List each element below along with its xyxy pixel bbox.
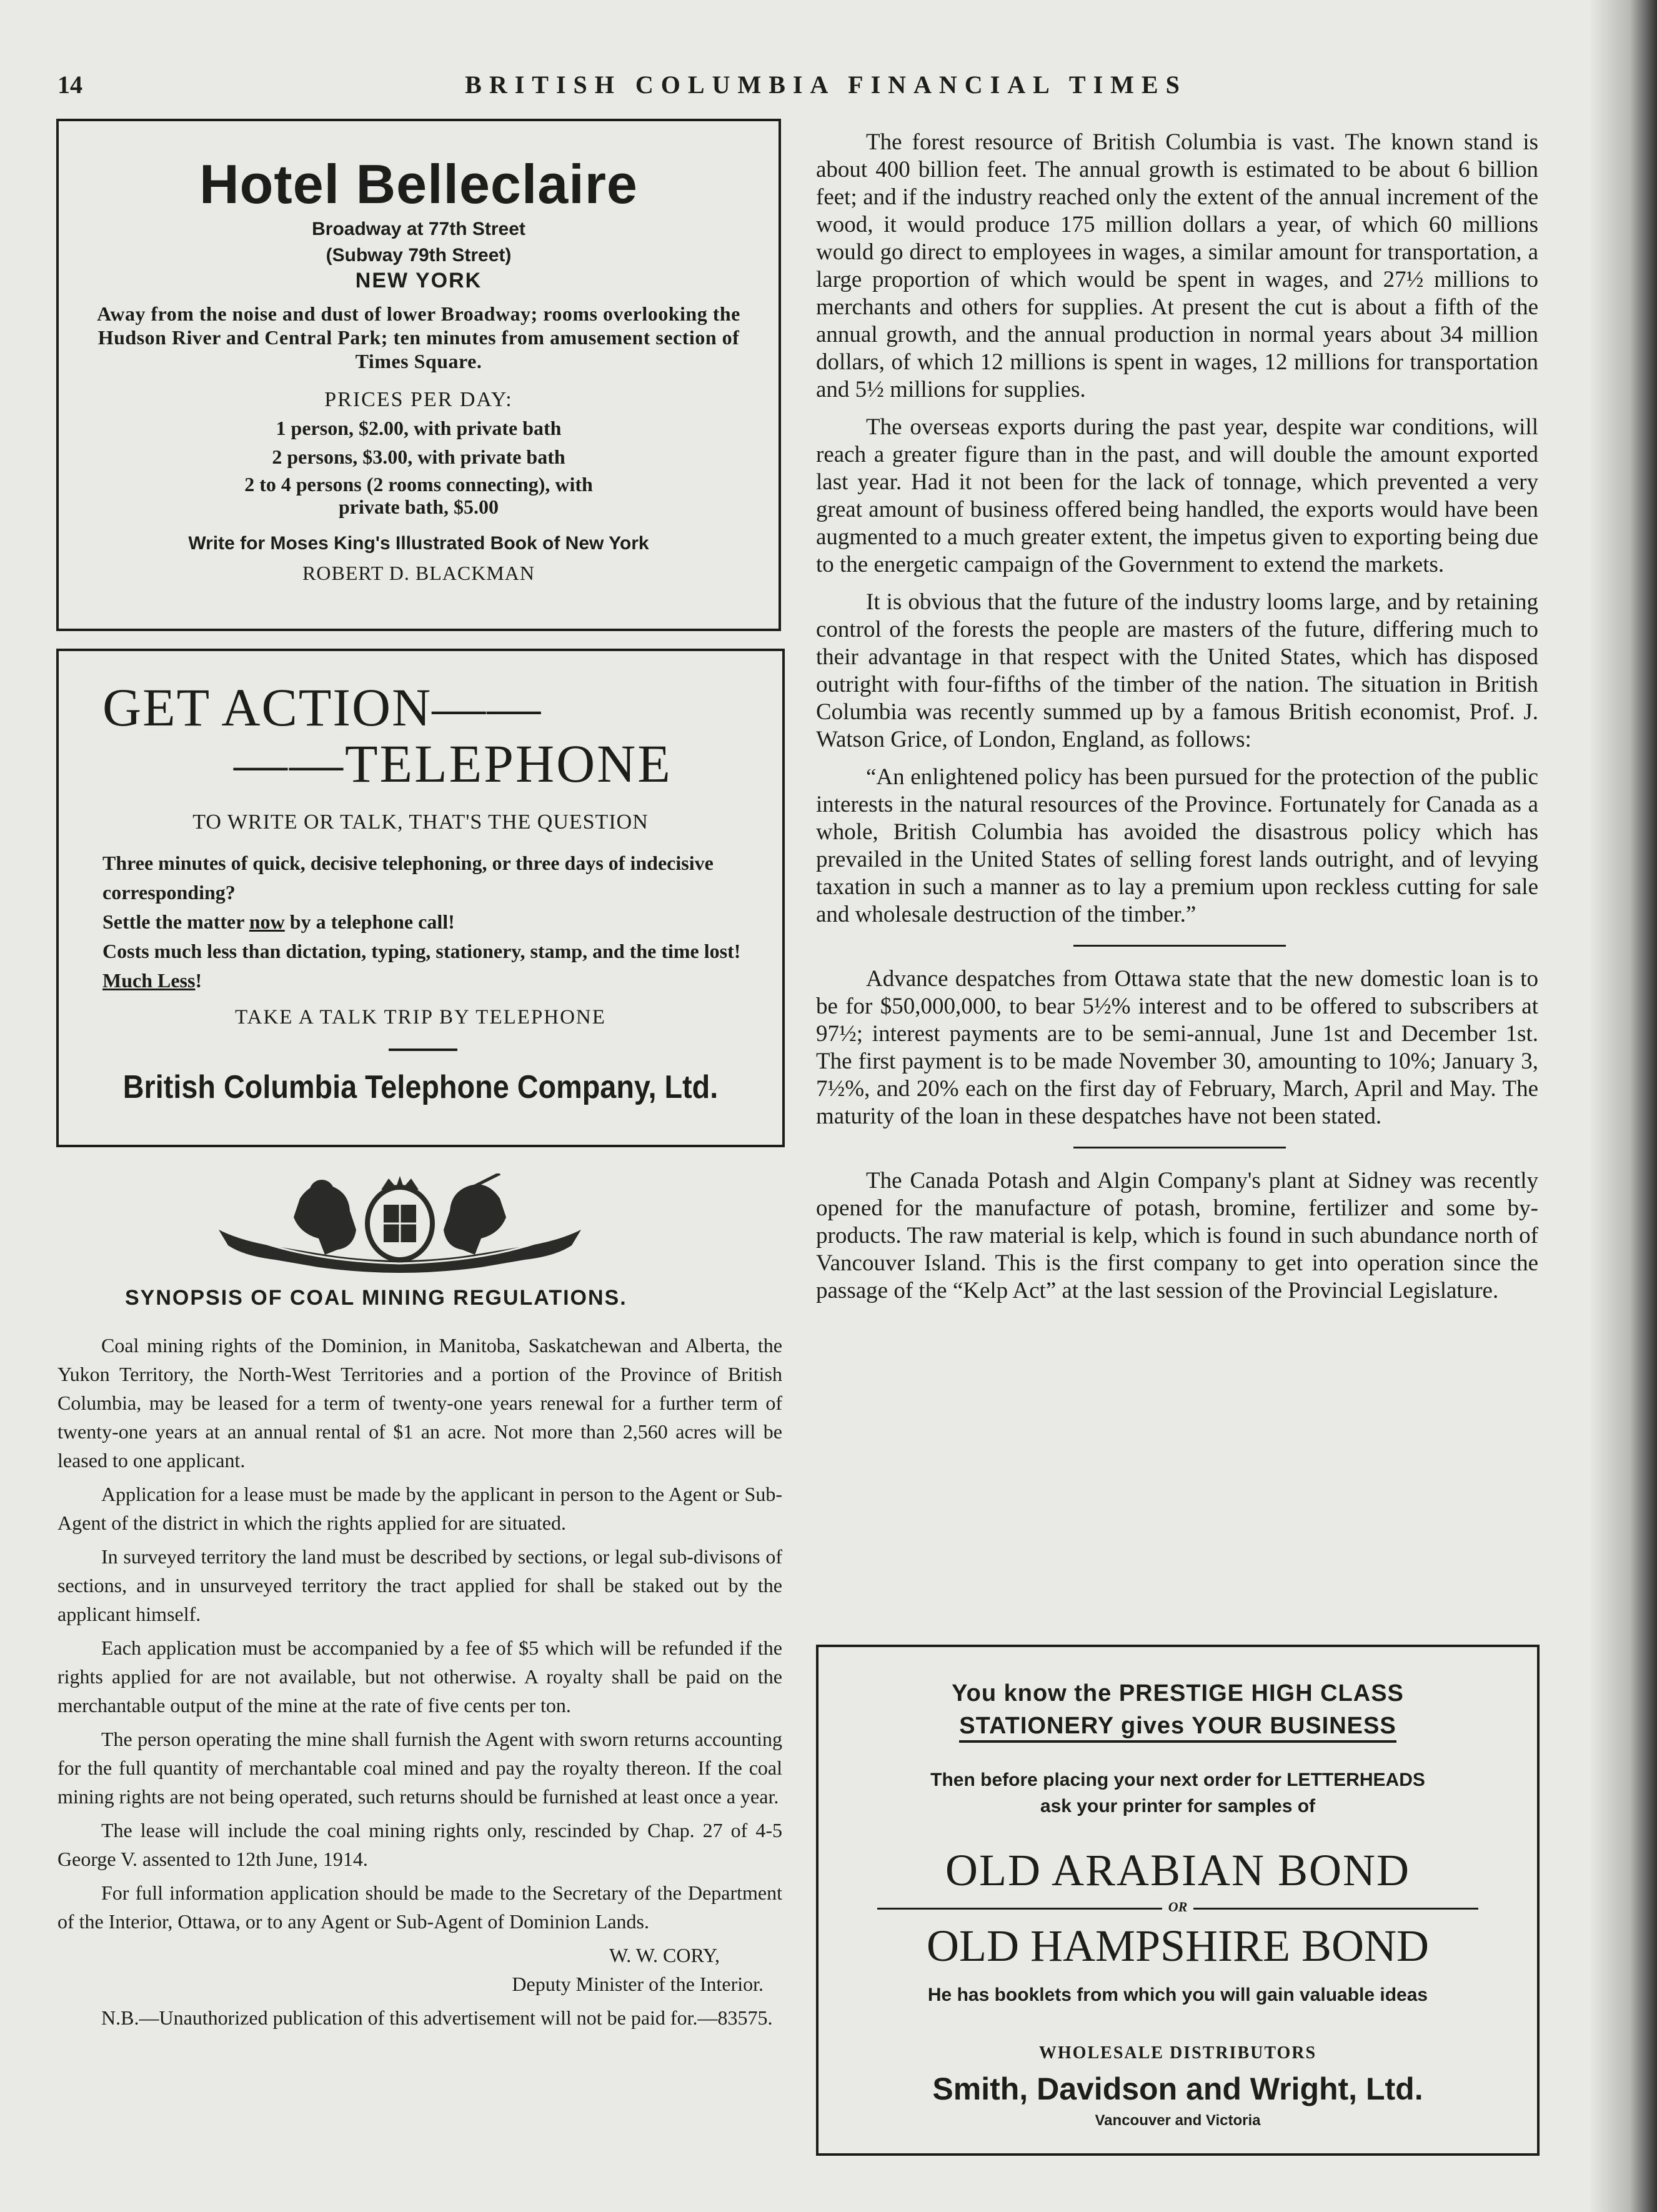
royal-coat-of-arms-icon [206, 1173, 594, 1273]
underlined-much-less: Much Less [102, 969, 196, 992]
price-line: 2 persons, $3.00, with private bath [272, 446, 565, 468]
stationery-heading-1: You know the PRESTIGE HIGH CLASS [952, 1680, 1404, 1706]
coal-paragraph: Application for a lease must be made by the applicant in person to the Agent or Sub-Agent of the district in which the rights applied for are situated. [57, 1483, 782, 1534]
stationery-then-before [819, 1767, 1537, 1820]
divider [1073, 945, 1286, 947]
hotel-name: Hotel Belleclaire [199, 153, 638, 215]
telephone-tagline: TAKE A TALK TRIP BY TELEPHONE [235, 1006, 606, 1029]
text-fragment: by a telephone call! [284, 910, 455, 933]
text-line: Then before placing your next order for LETTERHEADS [930, 1770, 1425, 1790]
coal-paragraph: In surveyed territory the land must be described by sections, or legal sub-divisons of sections, and in unsurveyed territory the tract applied for shall be staked out by the applicant himself. [57, 1545, 782, 1625]
article-column [816, 129, 1538, 1315]
hotel-description: Away from the noise and dust of lower Broadway; rooms overlooking the Hudson River and Central Park; ten minutes from amusement section of Times Square. [97, 302, 740, 372]
text-fragment: STATIONERY gives YOUR BUSINESS [959, 1713, 1396, 1743]
telephone-headline-1: GET ACTION—— [102, 677, 542, 737]
stationery-locations: Vancouver and Victoria [1095, 2112, 1261, 2129]
text-fragment: Settle the matter [102, 910, 249, 933]
hotel-subway: (Subway 79th Street) [326, 245, 512, 266]
hotel-manager: ROBERT D. BLACKMAN [302, 562, 535, 584]
telephone-company: British Columbia Telephone Company, Ltd. [122, 1069, 719, 1105]
price-line: 2 to 4 persons (2 rooms connecting), with private bath, $5.00 [244, 473, 593, 518]
telephone-body [102, 849, 745, 995]
telephone-ad [56, 649, 785, 1147]
running-title: BRITISH COLUMBIA FINANCIAL TIMES [465, 71, 1187, 99]
divider [389, 1049, 457, 1051]
telephone-line-3 [102, 937, 745, 995]
stationery-booklets: He has booklets from which you will gain valuable ideas [927, 1985, 1428, 2005]
or-label: OR [1162, 1899, 1194, 1915]
coal-signatory-title: Deputy Minister of the Interior. [512, 1973, 764, 1995]
hotel-book-offer: Write for Moses King's Illustrated Book of New York [188, 533, 649, 554]
page-header [57, 70, 1570, 107]
stationery-heading [819, 1677, 1537, 1742]
old-hampshire-bond: OLD HAMPSHIRE BOND [926, 1921, 1430, 1971]
potash-paragraph: The Canada Potash and Algin Company's plant at Sidney was recently opened for the manufacture of potash, bromine, fertilizer and some by-products. The raw material is kelp, which is found in such abundance north of Vancouver Island. This is the first company to get into operation since the passage of the “Kelp Act” at the last session of the Provincial Legislature. [816, 1168, 1538, 1303]
coal-paragraph: The lease will include the coal mining rights only, rescinded by Chap. 27 of 4-5 George V. assented to 12th June, 1914. [57, 1819, 782, 1870]
or-divider [877, 1899, 1478, 1918]
text-line: ask your printer for samples of [1040, 1796, 1316, 1816]
text-fragment: Costs much less than dictation, typing, stationery, stamp, and the time lost! [102, 940, 741, 962]
old-arabian-bond: OLD ARABIAN BOND [945, 1845, 1411, 1895]
coal-paragraph: Coal mining rights of the Dominion, in Manitoba, Saskatchewan and Alberta, the Yukon Territory, the North-West Territories and a portion of the Province of British Columbia, may be leased for a term of twenty-one years renewal for a further term of twenty-one years at an annual rental of $1 an acre. Not more than 2,560 acres will be leased to one applicant. [57, 1334, 782, 1472]
prices-heading: PRICES PER DAY: [324, 388, 513, 411]
underlined-now: now [249, 910, 285, 933]
telephone-subhead: TO WRITE OR TALK, THAT'S THE QUESTION [192, 810, 649, 834]
page-gutter-shadow [1588, 0, 1657, 2212]
coal-paragraph: The person operating the mine shall furnish the Agent with sworn returns accounting for the full quantity of merchantable coal mined and pay the royalty thereon. If the coal mining rights are not being operated, such returns should be furnished at least once a year. [57, 1728, 782, 1808]
coal-paragraph: Each application must be accompanied by a fee of $5 which will be refunded if the rights applied for are not available, but not otherwise. A royalty shall be paid on the merchantable output of the mine at the rate of five cents per ton. [57, 1637, 782, 1716]
forest-paragraph: The forest resource of British Columbia is vast. The known stand is about 400 billion feet. The annual growth is estimated to be about 6 billion feet; and if the industry reached only the extent of the annual increment of the wood, it would produce 175 million dollars a year, of which 60 millions would go direct to employees in wages, a similar amount for transportation, a large proportion of which would be spent in wages, and 27½ millions to merchants and others for supplies. At present the cut is about a fifth of the annual growth, and the annual production in normal years about 34 million dollars, of which 12 millions is spent in wages, 12 millions for transportation and 5½ millions for supplies. [816, 129, 1538, 402]
hotel-address: Broadway at 77th Street [312, 219, 525, 239]
coal-notice-body [57, 1331, 782, 2037]
loan-paragraph: Advance despatches from Ottawa state that the new domestic loan is to be for $50,000,000, to bear 5½% interest and to be offered to subscribers at 97½; interest payments are to be semi-annual, June 1st and December 1st. The first payment is to be made November 30, amounting to 10%; January 3, 7½%, and 20% each on the first day of February, March, April and May. The maturity of the loan in these despatches have not been stated. [816, 966, 1538, 1129]
forest-paragraph: It is obvious that the future of the industry looms large, and by retaining control of the forests the people are masters of the future, differing much to their advantage in that respect with the United States, which has disposed outright with four-fifths of the timber of the nation. The situation in British Columbia was recently summed up by a famous British economist, Prof. J. Watson Grice, of London, England, as follows: [816, 589, 1538, 752]
coal-paragraph: For full information application should be made to the Secretary of the Department of the Interior, Ottawa, or to any Agent or Sub-Agent of Dominion Lands. [57, 1881, 782, 1933]
forest-quote: “An enlightened policy has been pursued for the protection of the public interests in the natural resources of the Province. Fortunately for Canada as a whole, British Columbia has avoided the disastrous policy which has prevailed in the United States of selling forest lands outright, and of levying taxation in such a manner as to lay a premium upon reckless cutting for sale and wholesale destruction of the timber.” [816, 764, 1538, 927]
hotel-city: NEW YORK [355, 269, 482, 292]
hotel-belleclaire-ad [56, 119, 781, 631]
price-line: 1 person, $2.00, with private bath [276, 417, 562, 439]
coal-signatory: W. W. CORY, [609, 1944, 720, 1966]
wholesale-distributors-label: WHOLESALE DISTRIBUTORS [1038, 2043, 1317, 2063]
telephone-line-2 [102, 907, 745, 937]
page-number: 14 [57, 71, 82, 99]
telephone-headline-2: ——TELEPHONE [234, 734, 672, 794]
divider [1073, 1147, 1286, 1148]
stationery-heading-2 [819, 1710, 1537, 1742]
stationery-company: Smith, Davidson and Wright, Ltd. [932, 2071, 1423, 2106]
telephone-line-1: Three minutes of quick, decisive telephoning, or three days of indecisive corresponding? [102, 852, 714, 904]
coal-notice-title: SYNOPSIS OF COAL MINING REGULATIONS. [125, 1286, 627, 1310]
stationery-ad [816, 1645, 1540, 2156]
coal-nb: N.B.—Unauthorized publication of this advertisement will not be paid for.—83575. [101, 2006, 773, 2029]
forest-paragraph: The overseas exports during the past year, despite war conditions, will reach a greater figure than in the past, and will double the amount exported last year. Had it not been for the lack of tonnage, which prevented a very great amount of business offered being handled, the exports would have been augmented to a much greater extent, the impetus given to exporting being due to the energetic campaign of the Government to extend the markets. [816, 414, 1538, 577]
text-fragment: ! [195, 969, 202, 992]
